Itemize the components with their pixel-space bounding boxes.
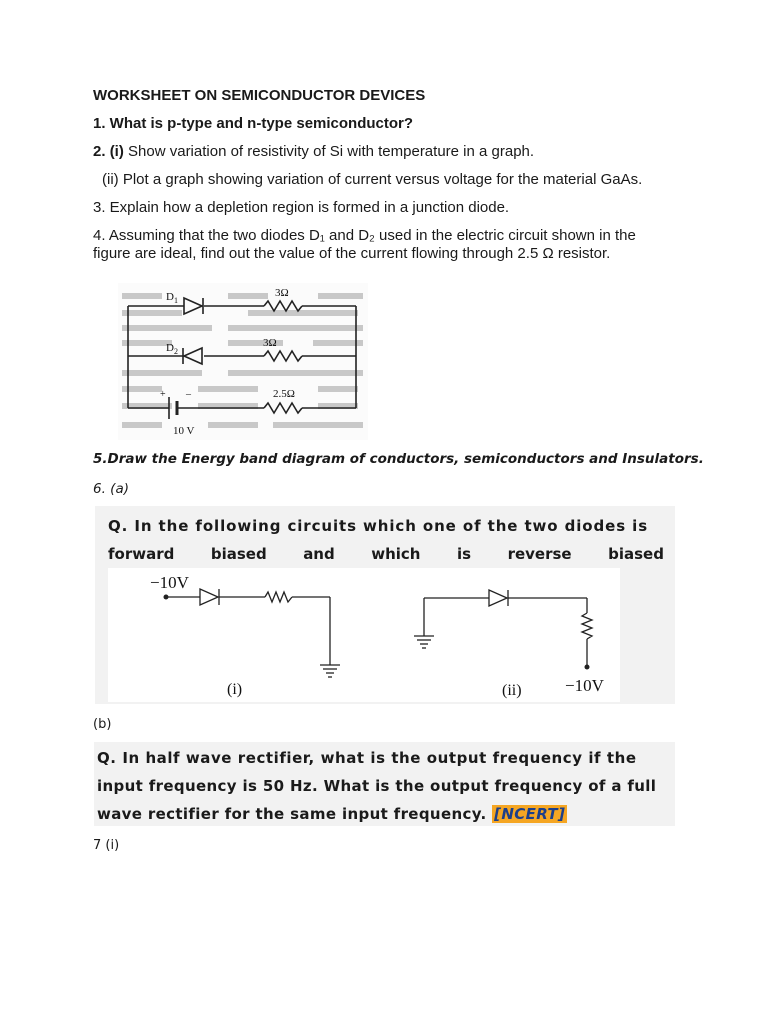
word: biased: [608, 545, 664, 563]
terminal-dot-i: [164, 595, 169, 600]
question-4-line-1: 4. Assuming that the two diodes D₁ and D₂ used in the electric circuit shown in the: [93, 227, 636, 244]
question-6b-label: (b): [93, 717, 112, 732]
question-6b-line-1: Q. In half wave rectifier, what is the output frequency if the: [97, 749, 637, 767]
question-6-label: 6. (a): [93, 481, 129, 497]
word: biased: [210, 545, 267, 563]
question-2-part-i-text: Show variation of resistivity of Si with temperature in a graph.: [128, 143, 535, 160]
word: which: [371, 545, 421, 563]
terminal-dot-ii: [585, 665, 590, 670]
question-3: 3. Explain how a depletion region is formed in a junction diode.: [93, 199, 510, 216]
question-6a-line-1: [108, 517, 664, 535]
word: reverse: [507, 545, 572, 563]
battery-plus: +: [160, 389, 166, 400]
question-6b-line-3-text: wave rectifier for the same input frequency.: [97, 805, 487, 823]
d2-label: $D_2$: [166, 342, 178, 356]
question-7-label: 7 (i): [93, 838, 120, 853]
question-2-number: 2.: [93, 143, 106, 160]
battery-minus: –: [186, 389, 191, 400]
question-2-part-ii: (ii) Plot a graph showing variation of current versus voltage for the material GaAs.: [102, 171, 643, 188]
circuit-ii-voltage: −10V: [565, 676, 604, 695]
bias-circuits-figure: [108, 568, 620, 702]
word: and: [303, 545, 335, 563]
battery-voltage-label: 10 V: [173, 425, 195, 437]
question-6b-line-3: [97, 805, 567, 823]
circuit-i-voltage: −10V: [150, 573, 189, 592]
question-6b-line-2: input frequency is 50 Hz. What is the output frequency of a full: [97, 777, 657, 795]
resistor-1-label: 3Ω: [275, 287, 289, 299]
question-5: 5.Draw the Energy band diagram of conductors, semiconductors and Insulators.: [93, 451, 704, 467]
d1-label: $D_1$: [166, 291, 178, 305]
question-6a-line-1-text: Q. In the following circuits which one of the two diodes is: [108, 517, 649, 535]
question-6a-line-2: [108, 545, 664, 563]
word: is: [456, 545, 472, 563]
word: forward: [108, 545, 175, 563]
circuit-i-label: (i): [227, 681, 243, 698]
question-2-part-i: [93, 143, 534, 161]
worksheet-title: WORKSHEET ON SEMICONDUCTOR DEVICES: [93, 87, 426, 104]
resistor-2-label: 3Ω: [263, 337, 277, 349]
diode-circuit-figure: [118, 283, 368, 440]
question-4-line-2: figure are ideal, find out the value of the current flowing through 2.5 Ω resistor.: [93, 245, 611, 262]
ncert-tag: [NCERT]: [494, 805, 566, 823]
circuit-ii-label: (ii): [502, 682, 522, 699]
resistor-3-label: 2.5Ω: [273, 388, 295, 400]
question-2-part-i-label: (i): [109, 143, 124, 160]
question-1: 1. What is p-type and n-type semiconductor?: [93, 115, 414, 132]
